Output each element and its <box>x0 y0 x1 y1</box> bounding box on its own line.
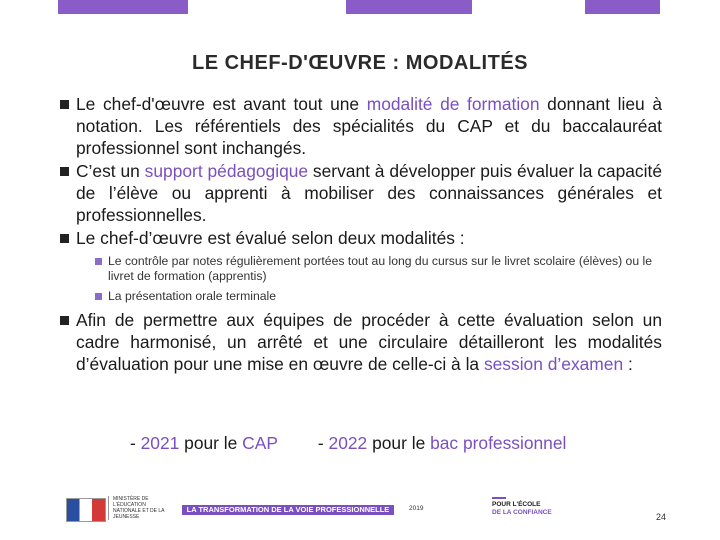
exam-dates <box>130 433 566 454</box>
top-accent-bar-left <box>58 0 188 14</box>
bullet-square-icon <box>60 234 69 243</box>
ministry-label: MINISTÈRE DE L'ÉDUCATION NATIONALE ET DE LA JEUNESSE <box>108 496 168 520</box>
sub-bullet-text: Le contrôle par notes régulièrement portées tout au long du cursus sur le livret scolaire (élèves) ou le livret de formation (apprentis) <box>108 254 652 283</box>
date-prefix: - <box>317 433 329 453</box>
sub-bullet-list <box>60 254 662 304</box>
top-accent-bar-center <box>346 0 472 14</box>
date-connector: pour le <box>179 433 243 453</box>
sub-bullet-1 <box>60 254 662 284</box>
logo-line-1: POUR L'ÉCOLE <box>492 501 541 508</box>
slide-content <box>60 93 662 376</box>
bullet-text: Afin de permettre aux équipes de procéder à cette évaluation selon un cadre harmonisé, un arrêté et une circulaire détailleront les modalités d’évaluation pour une mise en œuvre de celle-ci à la <box>76 310 662 374</box>
logo-line-2: DE LA CONFIANCE <box>492 509 552 516</box>
bullet-text: servant à développer puis évaluer la capacité de l’élève ou apprenti à mobiliser des connaissances générales et professionnelles. <box>76 161 662 225</box>
top-accent-bar-right <box>585 0 660 14</box>
ecole-confiance-logo <box>492 497 552 517</box>
date-connector: pour le <box>367 433 431 453</box>
bullet-3 <box>60 227 662 249</box>
republique-francaise-flag-logo <box>66 498 106 522</box>
bullet-text: Le chef-d’œuvre est évalué selon deux modalités : <box>76 228 465 248</box>
date-prefix: - <box>130 433 141 453</box>
slide-title: LE CHEF-D'ŒUVRE : MODALITÉS <box>191 52 529 74</box>
sub-bullet-square-icon <box>95 258 102 265</box>
bullet-square-icon <box>60 167 69 176</box>
bullet-text: C’est un <box>76 161 145 181</box>
bullet-4 <box>60 309 662 375</box>
highlight-text: session d’examen <box>483 354 624 374</box>
slide-footer <box>0 490 720 540</box>
cap-year: 2021 <box>140 433 180 453</box>
sub-bullet-2 <box>60 289 662 304</box>
bullet-1 <box>60 93 662 159</box>
logo-accent-bar <box>492 497 506 499</box>
bullet-text: : <box>623 354 633 374</box>
bac-label: bac professionnel <box>430 433 567 453</box>
highlight-text: support pédagogique <box>144 161 309 181</box>
cap-label: CAP <box>242 433 278 453</box>
sub-bullet-square-icon <box>95 293 102 300</box>
highlight-text: modalité de formation <box>366 94 540 114</box>
bullet-2 <box>60 160 662 226</box>
bullet-text: donnant lieu à notation. Les référentiels des spécialités du CAP et du baccalauréat professionnel sont inchangés. <box>76 94 662 158</box>
footer-year: 2019 <box>409 505 424 512</box>
bullet-square-icon <box>60 316 69 325</box>
page-number: 24 <box>656 512 667 522</box>
sub-bullet-text: La présentation orale terminale <box>108 289 277 303</box>
transformation-banner: LA TRANSFORMATION DE LA VOIE PROFESSIONNELLE <box>182 505 394 515</box>
bac-year: 2022 <box>328 433 368 453</box>
bullet-text: Le chef-d'œuvre est avant tout une <box>76 94 367 114</box>
bullet-square-icon <box>60 100 69 109</box>
